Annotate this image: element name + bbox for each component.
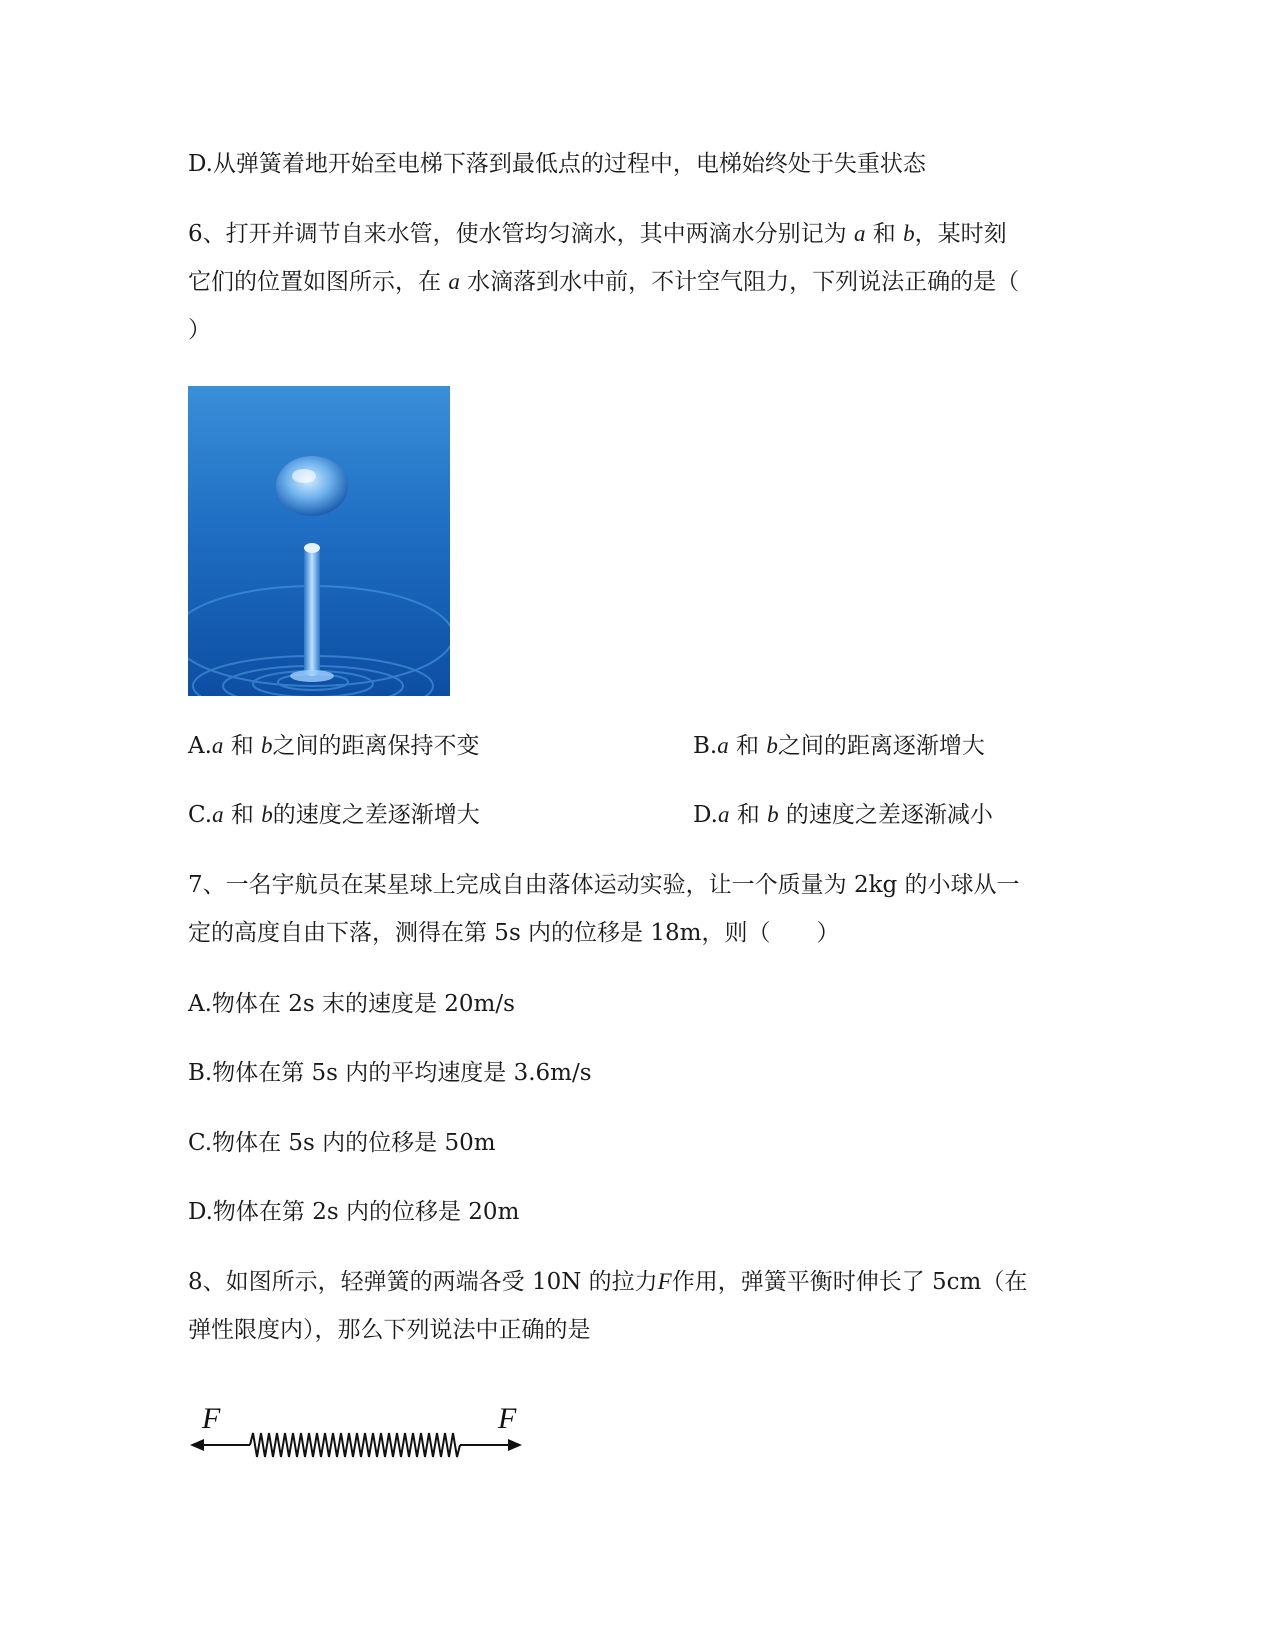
word-and: 和 — [872, 221, 896, 247]
var-b: b — [766, 733, 778, 758]
var-a: a — [853, 221, 866, 246]
spring-diagram — [188, 1395, 528, 1475]
force-label-right: F — [498, 1402, 517, 1435]
word-and: 和 — [230, 802, 254, 828]
q7-stem-line2: 定的高度自由下落，测得在第 5s 内的位移是 18m，则（ ） — [188, 920, 840, 946]
q5-option-d: D.从弹簧着地开始至电梯下落到最低点的过程中，电梯始终处于失重状态 — [188, 151, 926, 177]
spring-coil — [250, 1433, 460, 1457]
q6-stem-text: 水滴落到水中前，不计空气阻力，下列说法正确的是（ — [467, 269, 1020, 295]
option-text: 之间的距离逐渐增大 — [777, 733, 985, 759]
var-b: b — [767, 802, 779, 827]
q6-stem-text: 它们的位置如图所示，在 — [188, 269, 441, 295]
option-text: 的速度之差逐渐减小 — [785, 802, 993, 828]
q7-option-d: D.物体在第 2s 内的位移是 20m — [188, 1199, 520, 1225]
q6-option-c — [188, 799, 480, 831]
var-a: a — [448, 269, 460, 294]
q6-option-d — [693, 799, 993, 831]
q7-option-a: A.物体在 2s 末的速度是 20m/s — [188, 991, 515, 1017]
q8-stem-text: 作用，弹簧平衡时伸长了 5cm（在 — [671, 1269, 1028, 1295]
q6-stem-text: 6、打开并调节自来水管，使水管均匀滴水，其中两滴水分别记为 — [188, 221, 847, 247]
q6-stem-line3: ） — [188, 317, 211, 343]
option-letter: C. — [188, 802, 213, 828]
var-a: a — [717, 802, 730, 827]
var-b: b — [261, 733, 273, 758]
var-b: b — [261, 802, 273, 827]
option-text: 之间的距离保持不变 — [272, 733, 480, 759]
q8-stem-line1 — [188, 1266, 1027, 1298]
var-a: a — [212, 802, 224, 827]
q6-stem-text: ，某时刻 — [914, 221, 1007, 247]
arrow-right-icon — [508, 1439, 522, 1451]
q6-option-b — [693, 730, 985, 762]
q8-stem-text: 8、如图所示，轻弹簧的两端各受 10N 的拉力 — [188, 1269, 658, 1295]
var-a: a — [211, 733, 224, 758]
option-letter: B. — [693, 733, 718, 759]
word-and: 和 — [736, 802, 760, 828]
water-column-b — [304, 546, 320, 676]
option-letter: A. — [188, 733, 212, 759]
water-drop-photo — [188, 386, 450, 696]
q7-option-c: C.物体在 5s 内的位移是 50m — [188, 1130, 496, 1156]
var-a: a — [717, 733, 729, 758]
q6-stem-line2 — [188, 266, 1019, 298]
option-letter: D. — [693, 802, 718, 828]
word-and: 和 — [736, 733, 760, 759]
var-f: F — [657, 1269, 672, 1294]
option-text: 的速度之差逐渐增大 — [272, 802, 480, 828]
q6-option-a — [188, 730, 480, 762]
q7-stem-line1: 7、一名宇航员在某星球上完成自由落体运动实验，让一个质量为 2kg 的小球从一 — [188, 872, 1020, 898]
water-drop-a — [276, 456, 348, 516]
var-b: b — [903, 221, 915, 246]
force-label-left: F — [202, 1402, 221, 1435]
q8-stem-line2: 弹性限度内），那么下列说法中正确的是 — [188, 1317, 591, 1343]
q6-stem-line1 — [188, 218, 1007, 250]
q7-option-b: B.物体在第 5s 内的平均速度是 3.6m/s — [188, 1060, 592, 1086]
arrow-left-icon — [190, 1439, 204, 1451]
word-and: 和 — [230, 733, 254, 759]
